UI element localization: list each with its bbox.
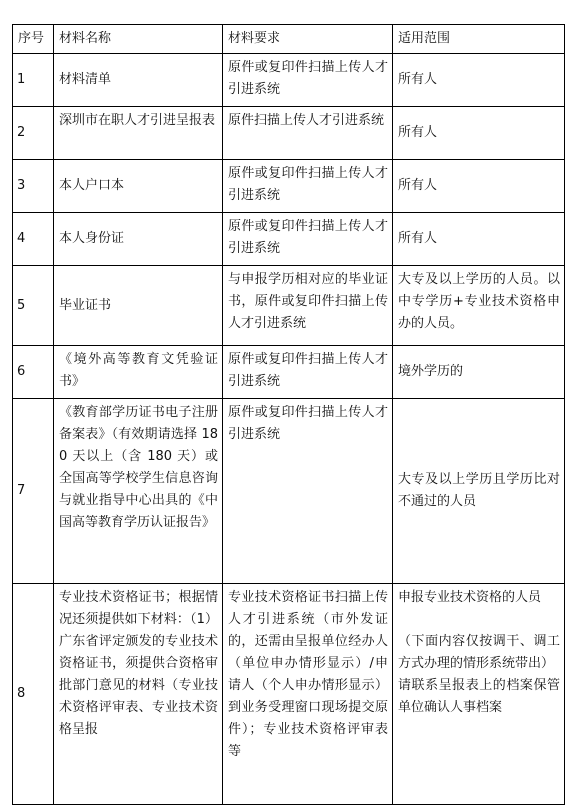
scope-line-2: （下面内容仅按调干、调工方式办理的情形系统带出） [398,634,560,671]
header-material-requirement: 材料要求 [223,25,393,54]
scope-spacer [398,609,560,631]
row-material-requirement: 原件或复印件扫描上传人才引进系统 [223,213,393,266]
row-material-requirement [223,584,393,805]
row-no: 4 [13,213,54,266]
row-material-requirement: 原件或复印件扫描上传人才引进系统 [223,54,393,107]
row-scope: 境外学历的 [393,346,565,399]
row-no: 7 [13,399,54,584]
row-scope: 所有人 [393,160,565,213]
table-row [13,54,565,107]
table-row [13,266,565,346]
table-row [13,346,565,399]
row-scope: 所有人 [393,54,565,107]
row-material-name: 材料清单 [54,54,223,107]
scope-line-3: 请联系呈报表上的档案保管单位确认人事档案 [398,678,560,715]
row-scope [393,584,565,805]
table-row [13,213,565,266]
row-material-name: 毕业证书 [54,266,223,346]
row-material-name: 深圳市在职人才引进呈报表 [54,107,223,160]
materials-table [12,24,565,805]
table-row [13,584,565,805]
row-material-name: 《境外高等教育文凭验证书》 [54,346,223,399]
header-no: 序号 [13,25,54,54]
row-material-name-text: 专业技术资格证书；根据情况还须提供如下材料：（1）广东省评定颁发的专业技术资格证书，须提供合资格审批部门意见的材料（专业技术资格评审表、专业技术资格呈报 [59,590,218,737]
header-scope: 适用范围 [393,25,565,54]
row-no: 8 [13,584,54,805]
row-scope: 大专及以上学历的人员。以中专学历+专业技术资格申办的人员。 [393,266,565,346]
row-material-name [54,584,223,805]
row-scope: 所有人 [393,213,565,266]
row-scope: 大专及以上学历且学历比对不通过的人员 [393,399,565,584]
row-material-requirement: 原件扫描上传人才引进系统 [223,107,393,160]
row-material-name: 本人身份证 [54,213,223,266]
row-material-requirement: 原件或复印件扫描上传人才引进系统 [223,160,393,213]
row-material-requirement: 与申报学历相对应的毕业证书，原件或复印件扫描上传人才引进系统 [223,266,393,346]
row-no: 6 [13,346,54,399]
header-material-name: 材料名称 [54,25,223,54]
top-strip [0,0,569,14]
row-scope: 所有人 [393,107,565,160]
row-material-name: 本人户口本 [54,160,223,213]
table-header-row [13,25,565,54]
table-row [13,399,565,584]
row-material-name: 《教育部学历证书电子注册备案表》（有效期请选择 180 天以上（含 180 天）或全国高等学校学生信息咨询与就业指导中心出具的《中国高等教育学历认证报告》 [54,399,223,584]
row-scope-text [398,587,560,801]
row-no: 3 [13,160,54,213]
table-row [13,107,565,160]
row-no: 2 [13,107,54,160]
scope-line-1: 申报专业技术资格的人员 [398,590,542,605]
row-material-requirement-text: 专业技术资格证书扫描上传人才引进系统（市外发证的，还需由呈报单位经办人（单位申办情形显示）/申请人（个人申办情形显示）到业务受理窗口现场提交原件）；专业技术资格评审表等 [228,590,388,759]
row-material-requirement: 原件或复印件扫描上传人才引进系统 [223,346,393,399]
row-material-requirement: 原件或复印件扫描上传人才引进系统 [223,399,393,584]
table-row [13,160,565,213]
row-no: 1 [13,54,54,107]
materials-table-container [12,24,564,805]
row-no: 5 [13,266,54,346]
